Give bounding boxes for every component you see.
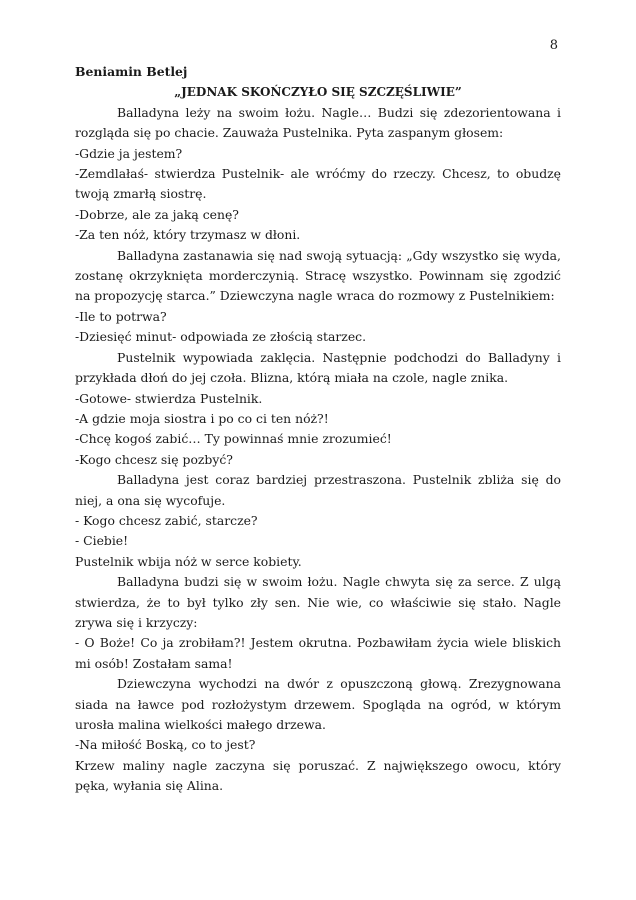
narrative-paragraph: Dziewczyna wychodzi na dwór z opuszczoną głową. Zrezygnowana siada na ławce pod rozłożystym drzewem. Spogląda na ogród, w którym urosła malina wielkości małego drzewa. (75, 676, 561, 732)
author-name: Beniamin Betlej (75, 64, 188, 79)
dialogue-line: -Chcę kogoś zabić… Ty powinnaś mnie zrozumieć! (75, 431, 392, 447)
narrative-paragraph: Balladyna zastanawia się nad swoją sytuacją: „Gdy wszystko się wyda, zostanę okrzyknięta morderczynią. Stracę wszystko. Powinnam się zgodzić na propozycję starca.” Dziewczyna nagle wraca do rozmowy z Pustelnikiem: (75, 247, 561, 304)
narrative-paragraph: Pustelnik wypowiada zaklęcia. Następnie podchodzi do Balladyny i przykłada dłoń do jej czoła. Blizna, którą miała na czole, nagle znika. (75, 349, 561, 386)
narrative-paragraph: Balladyna leży na swoim łożu. Nagle… Budzi się zdezorientowana i rozgląda się po chacie. Zauważa Pustelnika. Pyta zaspanym głosem: (75, 104, 561, 141)
dialogue-line: Krzew maliny nagle zaczyna się poruszać. Z największego owocu, który pęka, wyłania się Alina. (75, 757, 561, 794)
narrative-paragraph: Balladyna budzi się w swoim łożu. Nagle chwyta się za serce. Z ulgą stwierdza, że to był tylko zły sen. Nie wie, co właściwie się stało. Nagle zrywa się i krzyczy: (75, 574, 561, 630)
story-title: „JEDNAK SKOŃCZYŁO SIĘ SZCZĘŚLIWIE” (174, 85, 462, 100)
document-body (75, 62, 561, 797)
dialogue-line: -Dobrze, ale za jaką cenę? (75, 206, 239, 222)
page-number: 8 (549, 38, 558, 53)
dialogue-line: -Dziesięć minut- odpowiada ze złością starzec. (75, 329, 367, 345)
narrative-paragraph: Balladyna jest coraz bardziej przestraszona. Pustelnik zbliża się do niej, a ona się wycofuje. (75, 472, 561, 508)
dialogue-line: -Gdzie ja jestem? (75, 145, 183, 161)
dialogue-line: -Zemdlałaś- stwierdza Pustelnik- ale wróćmy do rzeczy. Chcesz, to obudzę twoją zmarłą siostrę. (75, 166, 561, 202)
dialogue-line: -Za ten nóż, który trzymasz w dłoni. (75, 227, 301, 243)
dialogue-line: -Kogo chcesz się pozbyć? (75, 451, 233, 467)
dialogue-line: -Gotowe- stwierdza Pustelnik. (75, 390, 263, 406)
dialogue-line: - Ciebie! (75, 533, 129, 549)
dialogue-line: - Kogo chcesz zabić, starcze? (75, 512, 258, 528)
dialogue-line: -A gdzie moja siostra i po co ci ten nóż?! (75, 410, 329, 426)
dialogue-line: - O Boże! Co ja zrobiłam?! Jestem okrutna. Pozbawiłam życia wiele bliskich mi osób! Zostałam sama! (75, 635, 561, 671)
dialogue-line: -Ile to potrwa? (75, 308, 167, 324)
dialogue-line: Pustelnik wbija nóż w serce kobiety. (75, 553, 302, 569)
story-text (75, 103, 561, 797)
dialogue-line: -Na miłość Boską, co to jest? (75, 737, 256, 753)
